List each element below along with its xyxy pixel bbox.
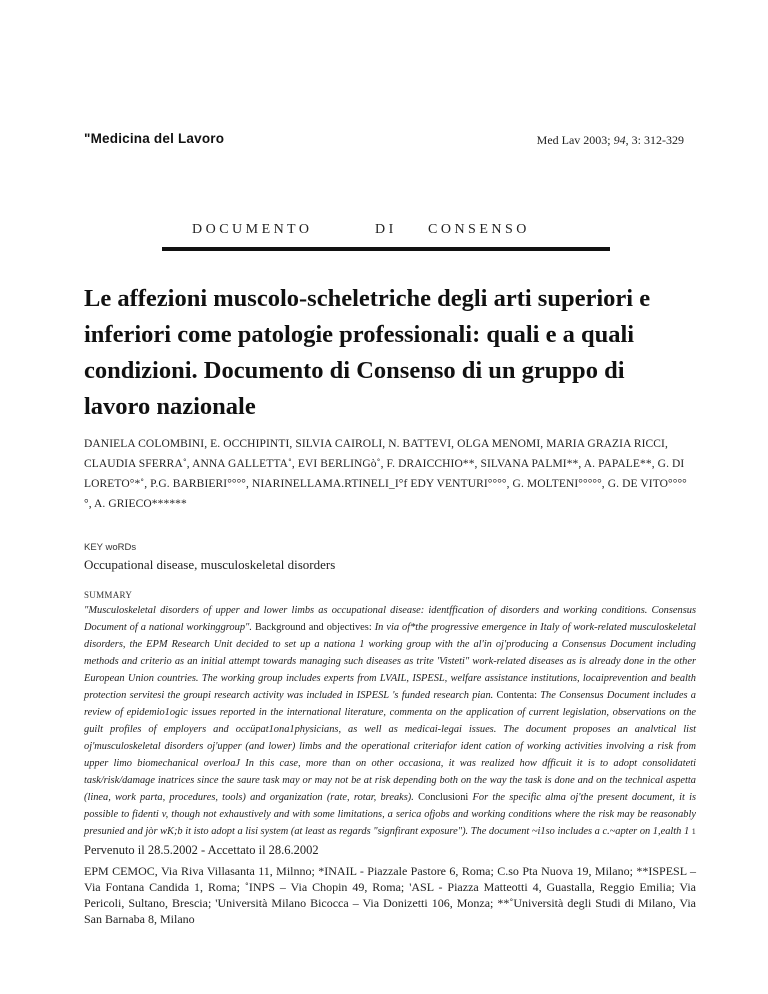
author-affiliations: EPM CEMOC, Via Riva Villasanta 11, Milnno; *INAIL - Piazzale Pastore 6, Roma; C.so Pta Nuova 19, Milano; **ISPESL –Via Fontana Candida 1, Roma; ˚INPS – Via Chopin 49, Roma; 'ASL - Piazza Matteotti 4, Guastalla, Reggio Emilia; Via Pericoli, Sultano, Brescia; 'Università Milano Bicocca – Via Donizetti 106, Monza; **˚Università degli Studi di Milano, Via San Barnaba 8, Milano xyxy=(84,864,696,926)
section-label xyxy=(192,222,592,238)
summary-page-mark: 1 xyxy=(691,827,696,836)
summary-label: SUMMARY xyxy=(84,590,133,600)
section-word-di: D I xyxy=(375,222,394,237)
section-divider xyxy=(162,247,610,251)
journal-citation xyxy=(537,133,684,148)
section-word-documento: D O C U M E N T O xyxy=(192,222,309,237)
summary-conclusioni-text: For the specific alma oj'the present document, it is possible to fidenti v, though not exhaustively and with some limitations, a serica ofjobs and working conditions where the risk may be reasonably presunied and jòr wK;b it isto adopt a lisi system (at least as regards "signfirant exposure"). The document ~i1so includes a c.~apter on 1,ealth 1 xyxy=(84,792,697,837)
article-title: Le affezioni muscolo-scheletriche degli arti superiori e inferiori come patologie professionali: quali e a quali condizioni. Documento di Consenso di un gruppo di lavoro nazionale xyxy=(84,285,651,420)
summary-conclusioni-label: Conclusioni xyxy=(413,792,473,803)
summary-text xyxy=(84,602,696,840)
summary-contenta-label: Contenta: xyxy=(493,690,541,701)
summary-background-text: In via of*the progressive emergence in Italy of work-related musculoskeletal disorders, the EPM Research Unit decided to set up a nationa 1 working group with the al'in oj'producing a Consensus Document including methods and criterio as an initial attempt towards managing such diseases as trite 'Visteti" work-related diseases as is already done in the other European Union countries. The working group includes experts from LVAIL, ISPESL, welfare assistance institutions, locaiprevention and bealth protection servitesi the groupi research activity was included in ISPESL 's funded research pian. xyxy=(84,622,696,701)
summary-contenta-text: The Consensus Document includes a review of epidemio1ogic issues reported in the international literature, commenta on the application of current legislation, observations on the guilt profiles of employers and occüpat1ona1physicians, as well as medicai-legai issues. The document proposes an analvtical list oj'musculoskeletal disorders oj'upper (and lower) limbs and the operational criteriafor ident cation of working activities involving a risk from upper limo biomechanical overloaJ In this case, more than on other occasiona, it was realized how dfficuit it is to adopt consolidateti task/risk/damage inatrices since the saure task may or may not be at risk depending both on the way the task is done and on the technical aspetta (linea, work parta, procedures, tools) and organization (rate, rotar, breaks). xyxy=(84,690,696,803)
keywords-label: KEY woRDs xyxy=(84,542,137,553)
author-list: DANIELA COLOMBINI, E. OCCHIPINTI, SILVIA CAIROLI, N. BATTEVI, OLGA MENOMI, MARIA GRAZIA RICCI, CLAUDIA SFERRA˚, ANNA GALLETTA˚, EVI BERLINGò˚, F. DRAICCHIO**, SILVANA PALMI**, A. PAPALE**, G. DI LORETO°*˚, P.G. BARBIERI°°°°, NIARINELLAMA.RTINELI_I°f EDY VENTURI°°°°, G. MOLTENI°°°°°, G. DE VITO°°°°°, A. GRIECO****** xyxy=(84,438,687,510)
received-accepted-dates: Pervenuto il 28.5.2002 - Accettato il 28.6.2002 xyxy=(84,843,319,857)
citation-prefix: Med Lav 2003; xyxy=(536,133,614,147)
journal-name: "Medicina del Lavoro xyxy=(84,131,225,146)
summary-background-label: Background and objectives: xyxy=(251,622,375,633)
section-word-consenso: C O N S E N S O xyxy=(428,222,527,237)
keywords-text: Occupational disease, musculoskeletal disorders xyxy=(84,557,336,572)
summary-lead: "Musculoskeletal disorders of upper and lower limbs as occupational disease: identffication of disorders and working conditions. Consensus Document of a national workinggroup". xyxy=(84,605,696,633)
citation-suffix: , 3: 312-329 xyxy=(625,133,684,147)
citation-volume: 94 xyxy=(613,133,626,147)
